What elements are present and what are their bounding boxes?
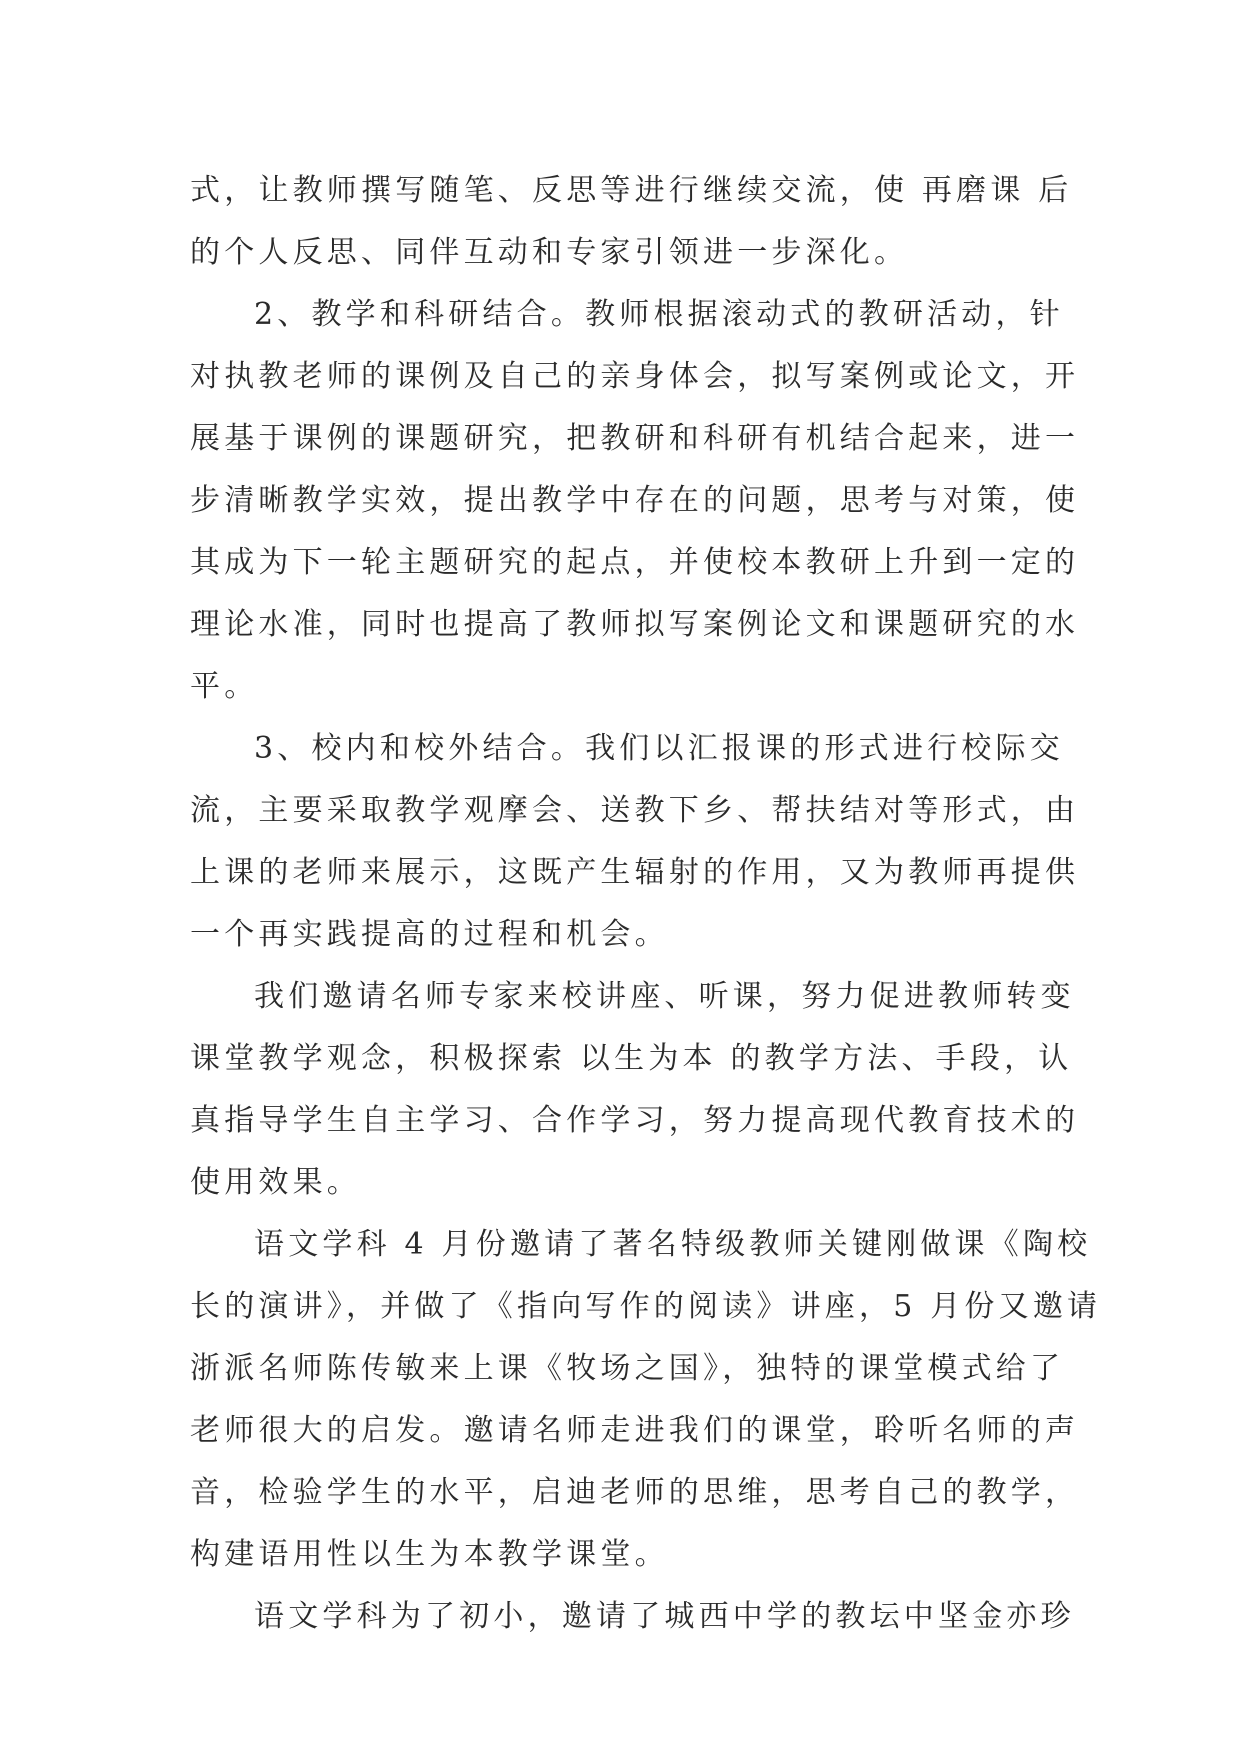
paragraph-start-line: 语文学科为了初小，邀请了城西中学的教坛中坚金亦珍 — [254, 1599, 1075, 1634]
text-line: 流，主要采取教学观摩会、送教下乡、帮扶结对等形式，由 — [190, 793, 1080, 828]
text-line: 构建语用性以生为本教学课堂。 — [190, 1537, 669, 1572]
text-line: 理论水准，同时也提高了教师拟写案例论文和课题研究的水 — [190, 607, 1080, 642]
text-line: 音，检验学生的水平，启迪老师的思维，思考自己的教学， — [190, 1475, 1080, 1510]
text-line: 长的演讲》，并做了《指向写作的阅读》讲座，5 月份又邀请 — [190, 1289, 1102, 1324]
text-line: 上课的老师来展示，这既产生辐射的作用，又为教师再提供 — [190, 855, 1080, 890]
text-line: 展基于课例的课题研究，把教研和科研有机结合起来，进一 — [190, 421, 1080, 456]
text-line: 步清晰教学实效，提出教学中存在的问题，思考与对策，使 — [190, 483, 1080, 518]
text-line: 平。 — [190, 669, 259, 704]
paragraph-start-line: 2、教学和科研结合。教师根据滚动式的教研活动，针 — [254, 297, 1064, 332]
paragraph-start-line: 我们邀请名师专家来校讲座、听课，努力促进教师转变 — [254, 979, 1075, 1014]
text-line: 真指导学生自主学习、合作学习，努力提高现代教育技术的 — [190, 1103, 1080, 1138]
paragraph-start-line: 3、校内和校外结合。我们以汇报课的形式进行校际交 — [254, 731, 1064, 766]
text-line: 式，让教师撰写随笔、反思等进行继续交流，使 再磨课 后 — [190, 173, 1073, 208]
paragraph-start-line: 语文学科 4 月份邀请了著名特级教师关键刚做课《陶校 — [254, 1227, 1092, 1262]
text-line: 对执教老师的课例及自己的亲身体会，拟写案例或论文，开 — [190, 359, 1080, 394]
text-line: 使用效果。 — [190, 1165, 361, 1200]
text-line: 一个再实践提高的过程和机会。 — [190, 917, 669, 952]
text-line: 浙派名师陈传敏来上课《牧场之国》，独特的课堂模式给了 — [190, 1351, 1065, 1386]
text-line: 的个人反思、同伴互动和专家引领进一步深化。 — [190, 235, 909, 270]
text-line: 老师很大的启发。邀请名师走进我们的课堂，聆听名师的声 — [190, 1413, 1080, 1448]
body-text — [190, 160, 1102, 1648]
text-line: 其成为下一轮主题研究的起点，并使校本教研上升到一定的 — [190, 545, 1080, 580]
text-line: 课堂教学观念，积极探索 以生为本 的教学方法、手段，认 — [190, 1041, 1073, 1076]
